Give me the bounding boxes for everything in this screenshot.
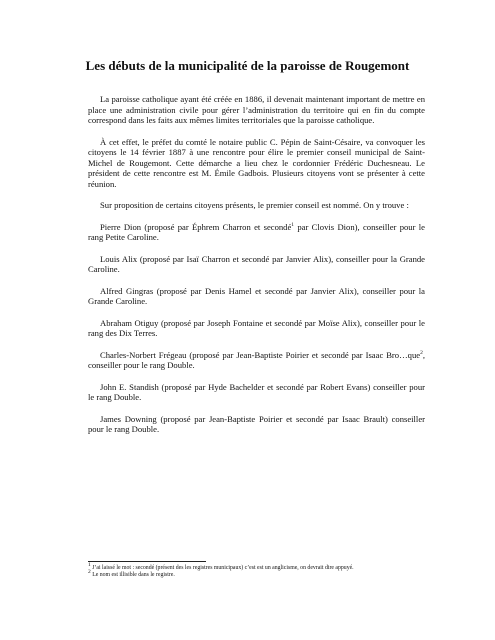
footnote-number: 1 bbox=[88, 562, 91, 569]
footnote-text: J’ai laissé le mot : secondé (présent des les registres municipaux) c’est est un anglicisme, on devrait dire appuyé. bbox=[90, 565, 354, 571]
paragraph: La paroisse catholique ayant été créée en 1886, il devenait maintenant important de mettre en place une administration civile pour gérer l’administration du territoire qui en fin du compte correspond dans les faits aux mêmes limites territoriales que la paroisse catholique. bbox=[88, 94, 425, 126]
paragraph: James Downing (proposé par Jean-Baptiste Poirier et secondé par Isaac Brault) conseiller pour le rang Double. bbox=[88, 413, 425, 435]
footnote-number: 2 bbox=[88, 569, 91, 576]
document-title: Les débuts de la municipalité de la paroisse de Rougemont bbox=[85, 58, 410, 73]
footnote bbox=[88, 562, 448, 572]
paragraph-text: Charles-Norbert Frégeau (proposé par Jean-Baptiste Poirier et secondé par Isaac Bro…que bbox=[100, 349, 421, 360]
footnote-ref: 2 bbox=[420, 349, 423, 356]
paragraph: Louis Alix (proposé par Isaï Charron et secondé par Janvier Alix), conseiller pour la Grande Caroline. bbox=[88, 253, 425, 275]
footnote-ref: 1 bbox=[291, 221, 295, 228]
paragraph bbox=[88, 222, 425, 243]
footnote-separator bbox=[88, 561, 206, 562]
paragraph-text: , conseiller pour le rang Double. bbox=[88, 349, 425, 371]
paragraph: Alfred Gingras (proposé par Denis Hamel et secondé par Janvier Alix), conseiller pour la Grande Caroline. bbox=[88, 285, 425, 307]
paragraph-text: par Clovis Dion), conseiller pour le rang Petite Caroline. bbox=[88, 221, 425, 243]
paragraph-text: Pierre Dion (proposé par Éphrem Charron et secondé bbox=[100, 221, 292, 232]
document-body bbox=[88, 94, 425, 446]
footnotes bbox=[88, 562, 448, 579]
footnote bbox=[88, 569, 448, 579]
footnote-text: Le nom est illisible dans le registre. bbox=[90, 572, 175, 578]
paragraph bbox=[88, 350, 425, 371]
paragraph: À cet effet, le préfet du comté le notaire public C. Pépin de Saint-Césaire, va convoquer les citoyens le 14 février 1887 à une rencontre pour élire le premier conseil municipal de Saint-Michel de Rougemont. Cette démarche a lieu chez le cordonnier Frédéric Duchesneau. Le président de cette rencontre est M. Émile Gadbois. Plusieurs citoyens vont se présenter à cette réunion. bbox=[88, 136, 425, 189]
paragraph: John E. Standish (proposé par Hyde Bachelder et secondé par Robert Evans) conseiller pour le rang Double. bbox=[88, 381, 425, 403]
paragraph: Sur proposition de certains citoyens présents, le premier conseil est nommé. On y trouve : bbox=[100, 200, 409, 211]
paragraph: Abraham Otiguy (proposé par Joseph Fontaine et secondé par Moïse Alix), conseiller pour le rang des Dix Terres. bbox=[88, 317, 425, 339]
